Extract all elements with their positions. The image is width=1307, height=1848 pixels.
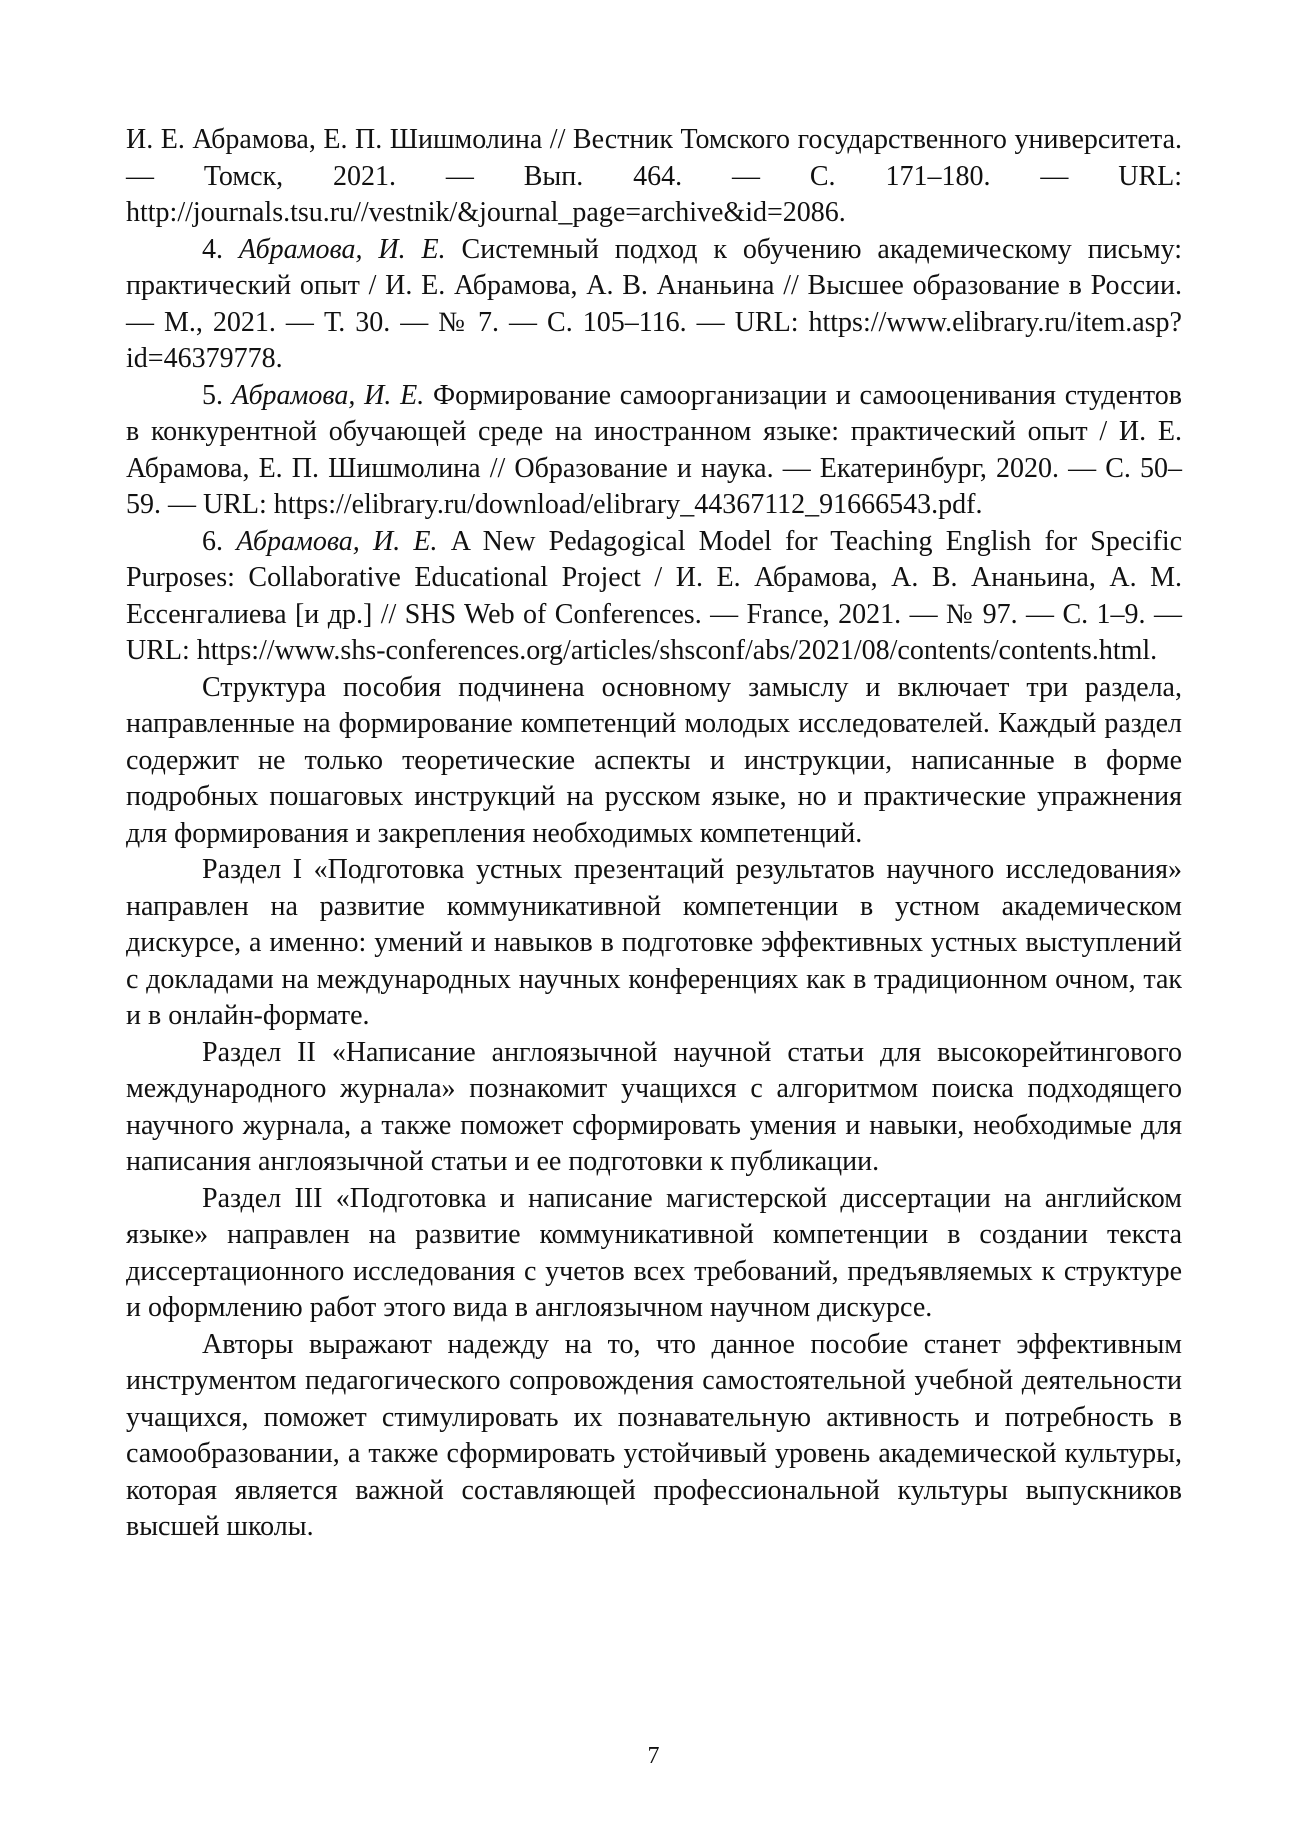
reference-number: 5. bbox=[202, 379, 223, 411]
page-number: 7 bbox=[647, 1743, 660, 1769]
structure-paragraph: Структура пособия подчинена основному замыслу и включает три раздела, направленные на формирование компетенций молодых исследователей. Каждый раздел содержит не только теоретические аспекты и инструкции, написанные в форме подробных пошаговых инструкций на русском языке, но и практические упражнения для формирования и закрепления необходимых компетенций. bbox=[126, 671, 1182, 849]
page-content bbox=[126, 122, 1182, 1546]
reference-number: 4. bbox=[202, 233, 223, 265]
reference-text: Формирование самоорганизации и самооценивания студентов в конкурентной обучающей среде на иностранном языке: практический опыт / И. Е. Абрамова, Е. П. Шишмолина // Образование и наука. — Екатеринбург, 2020. — С. 50–59. — URL: https://elibrary.ru/download/elibrary_44367112_91666543.pdf. bbox=[126, 379, 1183, 520]
conclusion-paragraph: Авторы выражают надежду на то, что данное пособие станет эффективным инструментом педагогического сопровождения самостоятельной учебной деятельности учащихся, поможет стимулировать их познавательную активность и потребность в самообразовании, а также сформировать устойчивый уровень академической культуры, которая является важной составляющей профессиональной культуры выпускников высшей школы. bbox=[126, 1328, 1182, 1542]
section-2-paragraph: Раздел II «Написание англоязычной научной статьи для высокорейтингового международного журнала» познакомит учащихся с алгоритмом поиска подходящего научного журнала, а также поможет сформировать умения и навыки, необходимые для написания англоязычной статьи и ее подготовки к публикации. bbox=[126, 1036, 1182, 1177]
section-1-paragraph: Раздел I «Подготовка устных презентаций результатов научного исследования» направлен на развитие коммуникативной компетенции в устном академическом дискурсе, а именно: умений и навыков в подготовке эффективных устных выступлений с докладами на международных научных конференциях как в традиционном очном, так и в онлайн-формате. bbox=[126, 854, 1182, 1031]
reference-number: 6. bbox=[202, 525, 223, 557]
reference-author: Абрамова, И. Е. bbox=[238, 233, 446, 265]
section-3-paragraph: Раздел III «Подготовка и написание магистерской диссертации на английском языке» направлен на развитие коммуникативной компетенции в создании текста диссертационного исследования с учетов всех требований, предъявляемых к структуре и оформлению работ этого вида в англоязычном научном дискурсе. bbox=[126, 1182, 1182, 1323]
reference-item bbox=[126, 378, 1182, 524]
reference-author: Абрамова, И. Е. bbox=[231, 379, 425, 411]
reference-continuation bbox=[126, 122, 1182, 232]
reference-text: И. Е. Абрамова, Е. П. Шишмолина // Вестник Томского государственного университета. — Томск, 2021. — Вып. 464. — С. 171–180. — URL: http://journals.tsu.ru//vestnik/&journal_page=archive&id=2086. bbox=[126, 124, 1182, 228]
reference-author: Абрамова, И. Е. bbox=[236, 525, 438, 557]
reference-item bbox=[126, 524, 1182, 670]
reference-text: Системный подход к обучению академическому письму: практический опыт / И. Е. Абрамова, А. В. Ананьина // Высшее образование в России. — М., 2021. — Т. 30. — № 7. — С. 105–116. — URL: https://www.elibrary.ru/item.asp?id=46379778. bbox=[126, 233, 1183, 374]
reference-item bbox=[126, 232, 1182, 378]
reference-text: A New Pedagogical Model for Teaching English for Specific Purposes: Collaborative Educational Project / И. Е. Абрамова, А. В. Ананьина, А. М. Ессенгалиева [и др.] // SHS Web of Conferences. — France, 2021. — № 97. — С. 1–9. — URL: https://www.shs-conferences.org/articles/shsconf/abs/2021/08/contents/contents.html. bbox=[126, 525, 1183, 666]
